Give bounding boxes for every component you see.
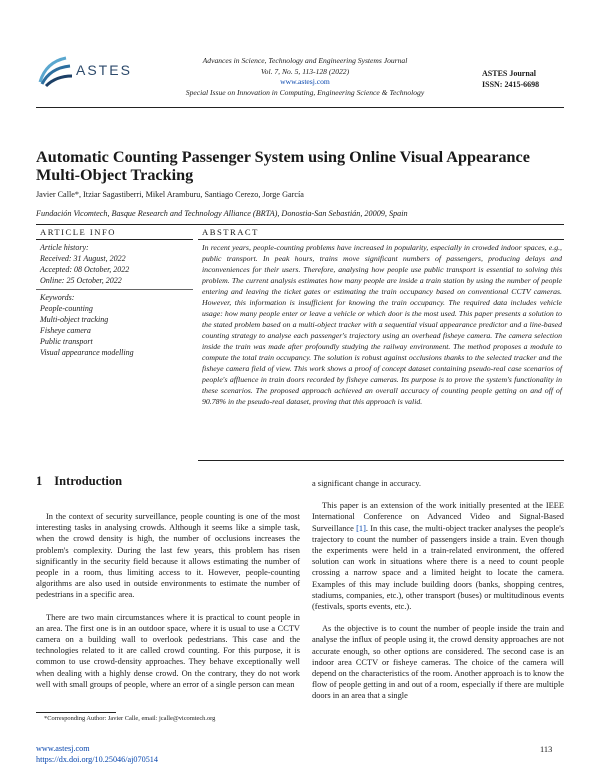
right-column [312, 478, 564, 713]
keywords-label: Keywords: [40, 293, 75, 302]
paper-authors: Javier Calle*, Itziar Sagastiberri, Mikel Aramburu, Santiago Cerezo, Jorge García [36, 190, 304, 199]
special-issue: Special Issue on Innovation in Computing, Engineering Science & Technology [185, 87, 425, 97]
paper-affiliation: Fundación Vicomtech, Basque Research and Technology Alliance (BRTA), Donostia-San Sebastián, 20009, Spain [36, 209, 408, 218]
received-date: Received: 31 August, 2022 [40, 254, 126, 263]
online-date: Online: 25 October, 2022 [40, 276, 122, 285]
article-history [40, 242, 190, 286]
paragraph: There are two main circumstances where it is practical to count people in an area. The first one is in an outdoor space, where it is usual to use a CCTV camera on a building wall to overlook pedestrians. This case and the technologies related to it are called crowd counting. For this purpose, it is common to use crowd-density approaches. They behave exceptionally well when dealing with a highly dense crowd. On the contrary, they do not work well with small groups of people, where an error of a single person can mean [36, 612, 300, 689]
journal-url-link[interactable]: www.astesj.com [280, 77, 330, 86]
keyword: Public transport [40, 337, 93, 346]
title-divider [36, 224, 564, 225]
footnote-rule [36, 712, 116, 713]
abstract-text: In recent years, people-counting problems have increased in popularity, especially in crowded indoor spaces, e.g., public transport. In peak hours, trains move significant numbers of passengers, producing delays and inconveniences for their users. Therefore, analysing how people use public transport is essential to solving this problem. The current analysis estimates how many people are inside a train station by using the number of people entering and leaving the ticket gates or estimating the train occupancy based on conventional CCTV cameras. However, this information is insufficient for knowing the train occupancy. The required data includes vehicle usage: how many people enter or leave a vehicle or which door is the most used. This paper presents a solution to the stated problem based on a multi-object tracker with a sequential visual appearance predictor and a line-based counting strategy to analyse each passenger's trajectory using an overhead fisheye camera. The camera selection inside the train was made after profoundly studying the railway environment. The method proposes a module to compute the total train occupancy. The solution is robust against occlusions thanks to the selected tracker and the fisheye camera field of view. This work shows a proof of concept dataset containing pseudo-real case scenarios of people's affluence in train doors recorded by fisheye cameras. Its purpose is to prove the system's functionality in these scenarios. The proposed approach achieved an overall accuracy of counting people getting on and off of 90.78% in the pseudo-real dataset, proving that this approach is valid. [202, 243, 562, 406]
keyword: Multi-object tracking [40, 315, 109, 324]
paragraph: a significant change in accuracy. [312, 479, 421, 488]
footer-doi-link[interactable]: https://dx.doi.org/10.25046/aj070514 [36, 755, 158, 764]
astes-logo-icon [36, 52, 76, 88]
keywords-block [40, 292, 190, 358]
article-info-mid-rule [36, 289, 193, 290]
history-label: Article history: [40, 243, 89, 252]
journal-header [140, 56, 470, 98]
page-number: 113 [540, 745, 553, 754]
paragraph: In the context of security surveillance, people counting is one of the most interesting tasks in analysing crowds. Although it seems like a simple task, when the crowd density is high, the number of occlusions increases the problem's complexity. During the last few years, this problem has risen significantly in the security field because it allows estimating the number of people in a room, thus limiting access to it. However, people-counting algorithms are also used in outside environments to estimate the number of pedestrians in a specific area. [36, 512, 300, 600]
issn: ISSN: 2415-6698 [482, 80, 540, 89]
abstract-rule [198, 239, 564, 240]
section-heading [36, 474, 122, 489]
keyword: People-counting [40, 304, 93, 313]
left-column [36, 511, 300, 701]
astes-logo [36, 52, 146, 92]
keyword: Visual appearance modelling [40, 348, 134, 357]
keyword: Fisheye camera [40, 326, 91, 335]
citation-link[interactable]: [1] [356, 523, 366, 533]
accepted-date: Accepted: 08 October, 2022 [40, 265, 130, 274]
logo-text: ASTES [76, 62, 132, 78]
paragraph [312, 500, 564, 612]
article-info-heading: ARTICLE INFO [40, 227, 116, 237]
article-info-rule [36, 239, 193, 240]
paragraph-text: . In this case, the multi-object tracker analyses the people's trajectory to count the number of passengers inside a train. Even though the experiments were held in a train-related environment, the offered solution can work in situations where there is a need to count people crossing a narrow space and a limited height to locate the camera. Examples of this may include building doors (banks, shopping centres, stadiums, companies, etc.), other transport (buses) or multitudinous events (festivals, sports events, etc.). [312, 523, 565, 612]
section-title: Introduction [54, 474, 123, 488]
volume-info: Vol. 7, No. 5, 113-128 (2022) [260, 66, 350, 76]
footnote: *Corresponding Author: Javier Calle, email: jcalle@vicomtech.org [44, 715, 216, 722]
journal-full-name: Advances in Science, Technology and Engineering Systems Journal [202, 56, 408, 65]
header-divider [36, 107, 564, 108]
section-number: 1 [36, 474, 43, 488]
abstract-bottom-rule [198, 460, 564, 461]
footer-url-link[interactable]: www.astesj.com [36, 744, 90, 753]
paper-title: Automatic Counting Passenger System using Online Visual Appearance Multi-Object Tracking [36, 148, 530, 184]
journal-issn-block [482, 68, 572, 90]
abstract-heading: ABSTRACT [202, 227, 259, 237]
journal-short-name: ASTES Journal [482, 69, 537, 78]
paragraph: As the objective is to count the number of people inside the train and analyse the influx of people using it, the crowd density approaches are not accurate enough, so other options are considered. The second case is an indoor area CCTV or fisheye cameras. The choice of the camera will depend on the characteristics of the room. Another approach is to know the flow of people getting in and out of a room, especially if there are multiple doors in an area that a single [312, 624, 564, 701]
paragraph-text: This paper is an extension of the work initially presented at the IEEE International Conference on Advanced Video and Signal-Based Surveillance [312, 501, 564, 533]
